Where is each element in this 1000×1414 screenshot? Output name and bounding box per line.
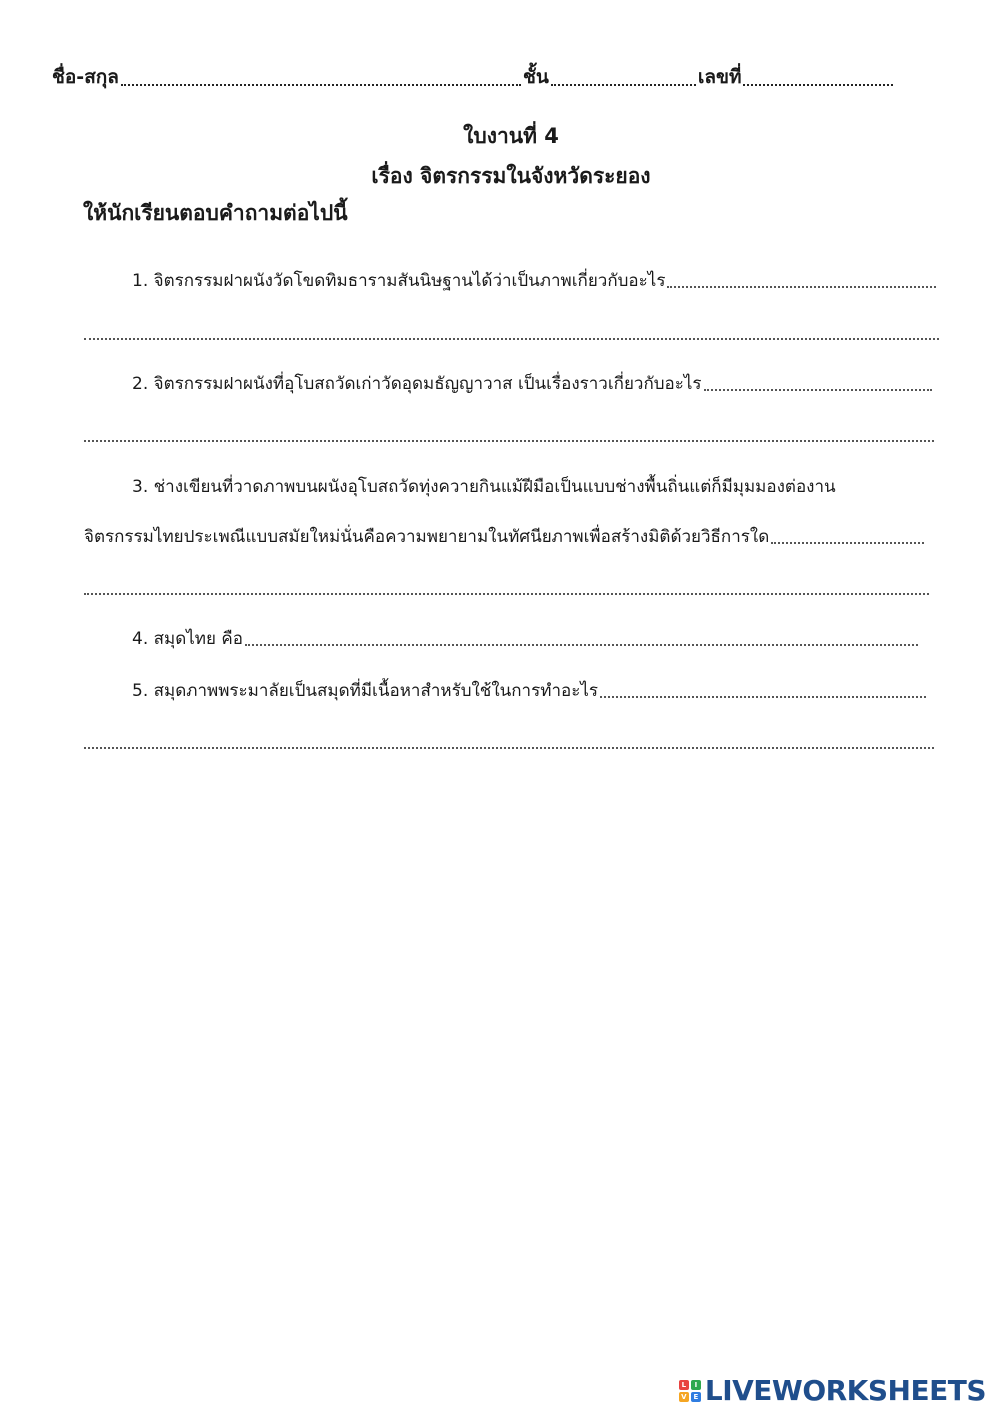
logo-square-e: E [691,1392,701,1402]
answer-5-field[interactable] [600,695,926,698]
question-2 [132,371,932,397]
answer-1-field[interactable] [667,285,936,288]
student-info-line [52,62,932,92]
question-3-line-1 [132,474,942,500]
question-3-text-line-2: จิตรกรรมไทยประเพณีแบบสมัยใหม่นั่นคือความพยายามในทัศนียภาพเพื่อสร้างมิติด้วยวิธีการใด [84,527,770,547]
answer-2-continuation[interactable] [84,438,934,442]
question-3-line-2 [84,524,924,550]
liveworksheets-logo[interactable] [679,1374,986,1407]
number-field[interactable] [743,83,893,86]
grade-field[interactable] [551,83,696,86]
logo-square-i: I [691,1380,701,1390]
worksheet-title: ใบงานที่ 4 [463,124,559,148]
question-4 [132,626,918,652]
name-field[interactable] [121,83,521,86]
logo-mark-icon [679,1380,701,1402]
answer-5-continuation[interactable] [84,745,934,749]
answer-3-field[interactable] [771,541,924,544]
question-1-text: 1. จิตรกรรมฝาผนังวัดโขดทิมธารามสันนิษฐานได้ว่าเป็นภาพเกี่ยวกับอะไร [132,271,666,291]
grade-label: ชั้น [522,66,549,88]
logo-wordmark: LIVEWORKSHEETS [704,1374,986,1407]
answer-2-field[interactable] [704,388,932,391]
logo-square-v: V [679,1392,689,1402]
logo-square-l: L [679,1380,689,1390]
question-4-text: 4. สมุดไทย คือ [132,629,243,649]
worksheet-subtitle: เรื่อง จิตรกรรมในจังหวัดระยอง [371,164,651,188]
question-5 [132,678,926,704]
answer-3-continuation[interactable] [84,591,929,595]
number-label: เลขที่ [697,66,742,88]
question-3-text-line-1: 3. ช่างเขียนที่วาดภาพบนผนังอุโบสถวัดทุ่งควายกินแม้ฝีมือเป็นแบบช่างพื้นถิ่นแต่ก็มีมุมมองต่องาน [132,477,836,497]
question-1 [132,268,936,294]
name-label: ชื่อ-สกุล [52,66,119,88]
answer-4-field[interactable] [245,643,918,646]
instruction-text: ให้นักเรียนตอบคำถามต่อไปนี้ [83,201,348,225]
question-5-text: 5. สมุดภาพพระมาลัยเป็นสมุดที่มีเนื้อหาสำหรับใช้ในการทำอะไร [132,681,599,701]
answer-1-continuation[interactable] [84,336,939,340]
question-2-text: 2. จิตรกรรมฝาผนังที่อุโบสถวัดเก่าวัดอุดมธัญญาวาส เป็นเรื่องราวเกี่ยวกับอะไร [132,374,702,394]
